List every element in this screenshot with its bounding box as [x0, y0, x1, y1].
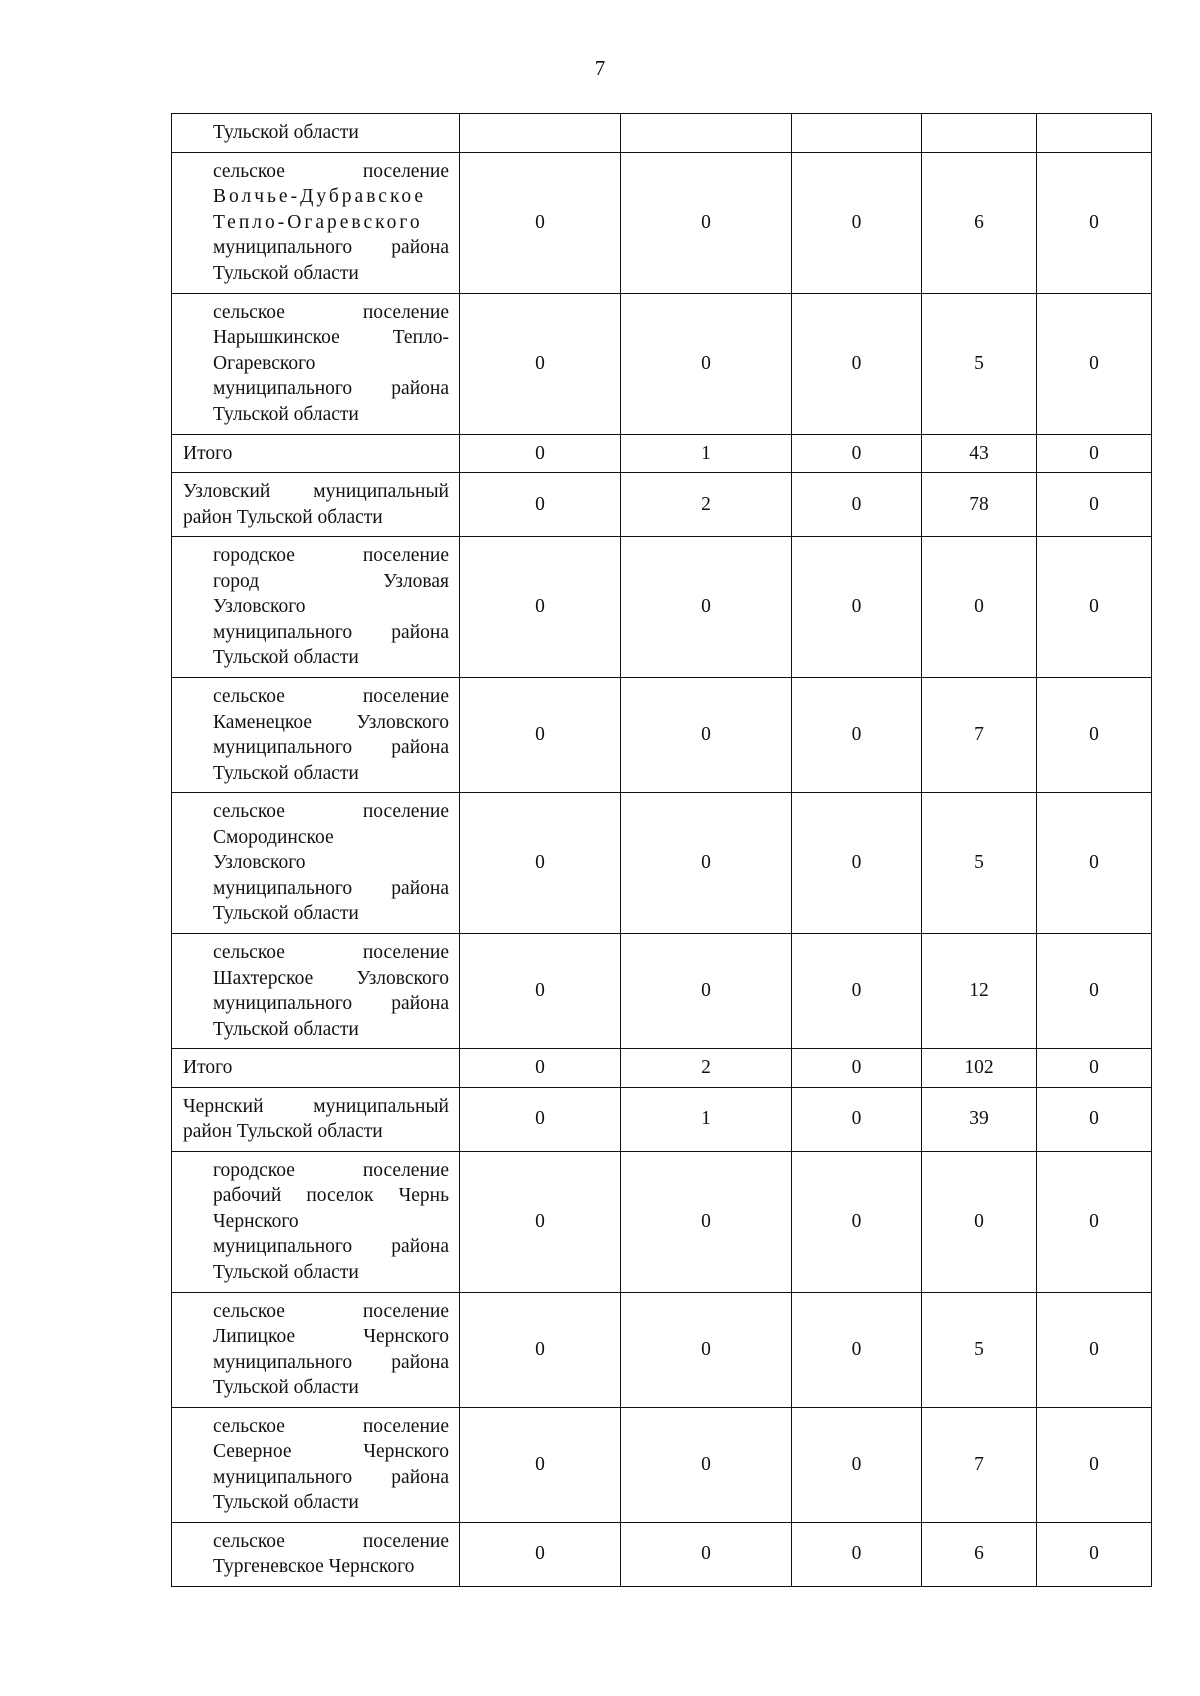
value-cell: 0	[621, 152, 792, 293]
row-name-line: Северное Чернского	[213, 1441, 449, 1462]
value-cell: 0	[1037, 537, 1152, 678]
row-name-line: муниципального района	[213, 1466, 449, 1488]
data-table	[171, 113, 1152, 1587]
row-name-line: сельское поселение	[213, 1300, 449, 1322]
value-cell: 0	[621, 293, 792, 434]
row-name-line: Итого	[183, 442, 233, 464]
row-name-cell	[172, 473, 460, 537]
value-cell	[621, 114, 792, 153]
table-body	[172, 114, 1152, 1587]
value-cell: 43	[922, 434, 1037, 473]
value-cell: 0	[1037, 293, 1152, 434]
value-cell: 0	[460, 793, 621, 934]
row-name-line: сельское поселение	[213, 301, 449, 323]
row-name-cell	[172, 934, 460, 1049]
value-cell: 0	[792, 934, 922, 1049]
table-row	[172, 678, 1152, 793]
table-row	[172, 934, 1152, 1049]
value-cell: 0	[1037, 473, 1152, 537]
row-name-line: Смородинское	[213, 826, 334, 848]
row-name-line: рабочий поселок Чернь	[213, 1185, 449, 1207]
row-name-line: Тульской области	[213, 403, 359, 425]
row-name-cell	[172, 1407, 460, 1522]
value-cell: 0	[460, 537, 621, 678]
value-cell: 0	[621, 1292, 792, 1407]
table-row	[172, 793, 1152, 934]
row-name-cell	[172, 434, 460, 473]
value-cell: 0	[460, 473, 621, 537]
table-row	[172, 152, 1152, 293]
row-name-line: Итого	[183, 1057, 233, 1078]
value-cell: 0	[792, 152, 922, 293]
row-name-cell	[172, 1151, 460, 1292]
value-cell: 78	[922, 473, 1037, 537]
row-name-line: муниципального района	[213, 877, 449, 899]
row-name-line: муниципального района	[213, 378, 449, 400]
row-name-line: Тульской области	[213, 647, 359, 669]
value-cell: 1	[621, 434, 792, 473]
row-name-cell	[172, 293, 460, 434]
row-name-line: Чернского	[213, 1210, 299, 1232]
value-cell: 6	[922, 152, 1037, 293]
value-cell: 0	[922, 537, 1037, 678]
row-name-cell	[172, 1292, 460, 1407]
value-cell: 0	[1037, 934, 1152, 1049]
row-name-line: Узловского	[213, 852, 306, 874]
value-cell: 0	[792, 1151, 922, 1292]
row-name-line: Тульской области	[213, 122, 359, 143]
value-cell: 0	[621, 1522, 792, 1586]
value-cell: 0	[1037, 152, 1152, 293]
value-cell: 2	[621, 473, 792, 537]
row-name-line: Тульской области	[213, 1018, 359, 1040]
row-name-line: Волчье-Дубравское	[213, 186, 427, 208]
value-cell: 1	[621, 1087, 792, 1151]
row-name-line: Тульской области	[213, 903, 359, 925]
value-cell: 5	[922, 293, 1037, 434]
value-cell: 6	[922, 1522, 1037, 1586]
value-cell: 0	[621, 678, 792, 793]
row-name-line: Тульской области	[213, 762, 359, 784]
value-cell: 102	[922, 1049, 1037, 1088]
row-name-line: городское поселение	[213, 545, 449, 567]
row-name-line: Тульской области	[213, 1377, 359, 1398]
value-cell: 0	[1037, 793, 1152, 934]
table-row	[172, 1407, 1152, 1522]
row-name-line: Тепло-Огаревского	[213, 211, 423, 233]
value-cell: 0	[460, 1049, 621, 1088]
value-cell: 0	[922, 1151, 1037, 1292]
row-name-line: Узловского	[213, 596, 306, 618]
row-name-line: Огаревского	[213, 352, 316, 374]
table-row	[172, 1151, 1152, 1292]
value-cell: 0	[621, 537, 792, 678]
value-cell: 7	[922, 678, 1037, 793]
value-cell: 0	[1037, 1049, 1152, 1088]
value-cell: 2	[621, 1049, 792, 1088]
value-cell: 0	[621, 793, 792, 934]
value-cell: 0	[460, 1087, 621, 1151]
value-cell: 12	[922, 934, 1037, 1049]
row-name-line: сельское поселение	[213, 942, 449, 963]
row-name-cell	[172, 678, 460, 793]
row-name-cell	[172, 793, 460, 934]
value-cell: 0	[792, 434, 922, 473]
row-name-line: район Тульской области	[183, 506, 383, 528]
row-name-line: Узловский муниципальный	[183, 481, 449, 502]
row-name-cell	[172, 114, 460, 153]
value-cell	[460, 114, 621, 153]
row-name-line: муниципального района	[213, 237, 449, 259]
table-row	[172, 1522, 1152, 1586]
value-cell: 0	[621, 934, 792, 1049]
row-name-line: муниципального района	[213, 1351, 449, 1373]
value-cell: 0	[1037, 1522, 1152, 1586]
value-cell: 0	[460, 934, 621, 1049]
value-cell: 0	[792, 1049, 922, 1088]
row-name-cell	[172, 1522, 460, 1586]
row-name-cell	[172, 1049, 460, 1088]
row-name-line: сельское поселение	[213, 1530, 449, 1552]
row-name-line: муниципального района	[213, 737, 449, 758]
value-cell: 0	[792, 1087, 922, 1151]
value-cell: 0	[792, 1522, 922, 1586]
row-name-line: муниципального района	[213, 993, 449, 1014]
value-cell: 0	[792, 1292, 922, 1407]
row-name-line: Тургеневское Чернского	[213, 1556, 415, 1577]
district-row	[172, 473, 1152, 537]
row-name-line: сельское поселение	[213, 1415, 449, 1437]
value-cell: 0	[1037, 678, 1152, 793]
page-number: 7	[594, 56, 606, 80]
row-name-line: Тульской области	[213, 262, 359, 284]
row-name-line: сельское поселение	[213, 160, 449, 182]
row-name-line: Липицкое Чернского	[213, 1326, 449, 1347]
value-cell: 0	[792, 293, 922, 434]
value-cell: 0	[460, 434, 621, 473]
row-name-line: город Узловая	[213, 570, 449, 592]
row-name-line: Тульской области	[213, 1492, 359, 1513]
table-row	[172, 537, 1152, 678]
row-name-line: Тульской области	[213, 1261, 359, 1283]
value-cell: 0	[460, 1407, 621, 1522]
value-cell: 0	[792, 473, 922, 537]
row-name-line: Каменецкое Узловского	[213, 711, 449, 733]
total-row	[172, 434, 1152, 473]
value-cell	[922, 114, 1037, 153]
value-cell: 0	[1037, 1151, 1152, 1292]
value-cell	[792, 114, 922, 153]
row-name-cell	[172, 152, 460, 293]
value-cell: 0	[460, 1151, 621, 1292]
value-cell: 0	[792, 537, 922, 678]
row-name-line: сельское поселение	[213, 801, 449, 823]
row-name-cell	[172, 537, 460, 678]
row-name-line: Нарышкинское Тепло-	[213, 327, 449, 349]
value-cell: 7	[922, 1407, 1037, 1522]
value-cell: 0	[1037, 1407, 1152, 1522]
value-cell: 0	[460, 293, 621, 434]
value-cell: 0	[792, 1407, 922, 1522]
value-cell: 0	[1037, 1087, 1152, 1151]
value-cell: 0	[621, 1151, 792, 1292]
value-cell: 0	[460, 678, 621, 793]
value-cell: 5	[922, 1292, 1037, 1407]
row-name-line: район Тульской области	[183, 1121, 383, 1142]
table-row	[172, 293, 1152, 434]
row-name-line: сельское поселение	[213, 686, 449, 707]
row-name-cell	[172, 1087, 460, 1151]
value-cell: 0	[1037, 434, 1152, 473]
value-cell: 39	[922, 1087, 1037, 1151]
value-cell: 0	[621, 1407, 792, 1522]
value-cell: 5	[922, 793, 1037, 934]
row-name-line: Чернский муниципальный	[183, 1095, 449, 1117]
table-row	[172, 1292, 1152, 1407]
table-row	[172, 114, 1152, 153]
value-cell: 0	[792, 678, 922, 793]
row-name-line: Шахтерское Узловского	[213, 967, 449, 989]
value-cell: 0	[460, 1292, 621, 1407]
value-cell: 0	[460, 152, 621, 293]
row-name-line: городское поселение	[213, 1159, 449, 1181]
value-cell: 0	[460, 1522, 621, 1586]
total-row	[172, 1049, 1152, 1088]
value-cell	[1037, 114, 1152, 153]
value-cell: 0	[792, 793, 922, 934]
district-row	[172, 1087, 1152, 1151]
row-name-line: муниципального района	[213, 621, 449, 643]
row-name-line: муниципального района	[213, 1236, 449, 1258]
value-cell: 0	[1037, 1292, 1152, 1407]
